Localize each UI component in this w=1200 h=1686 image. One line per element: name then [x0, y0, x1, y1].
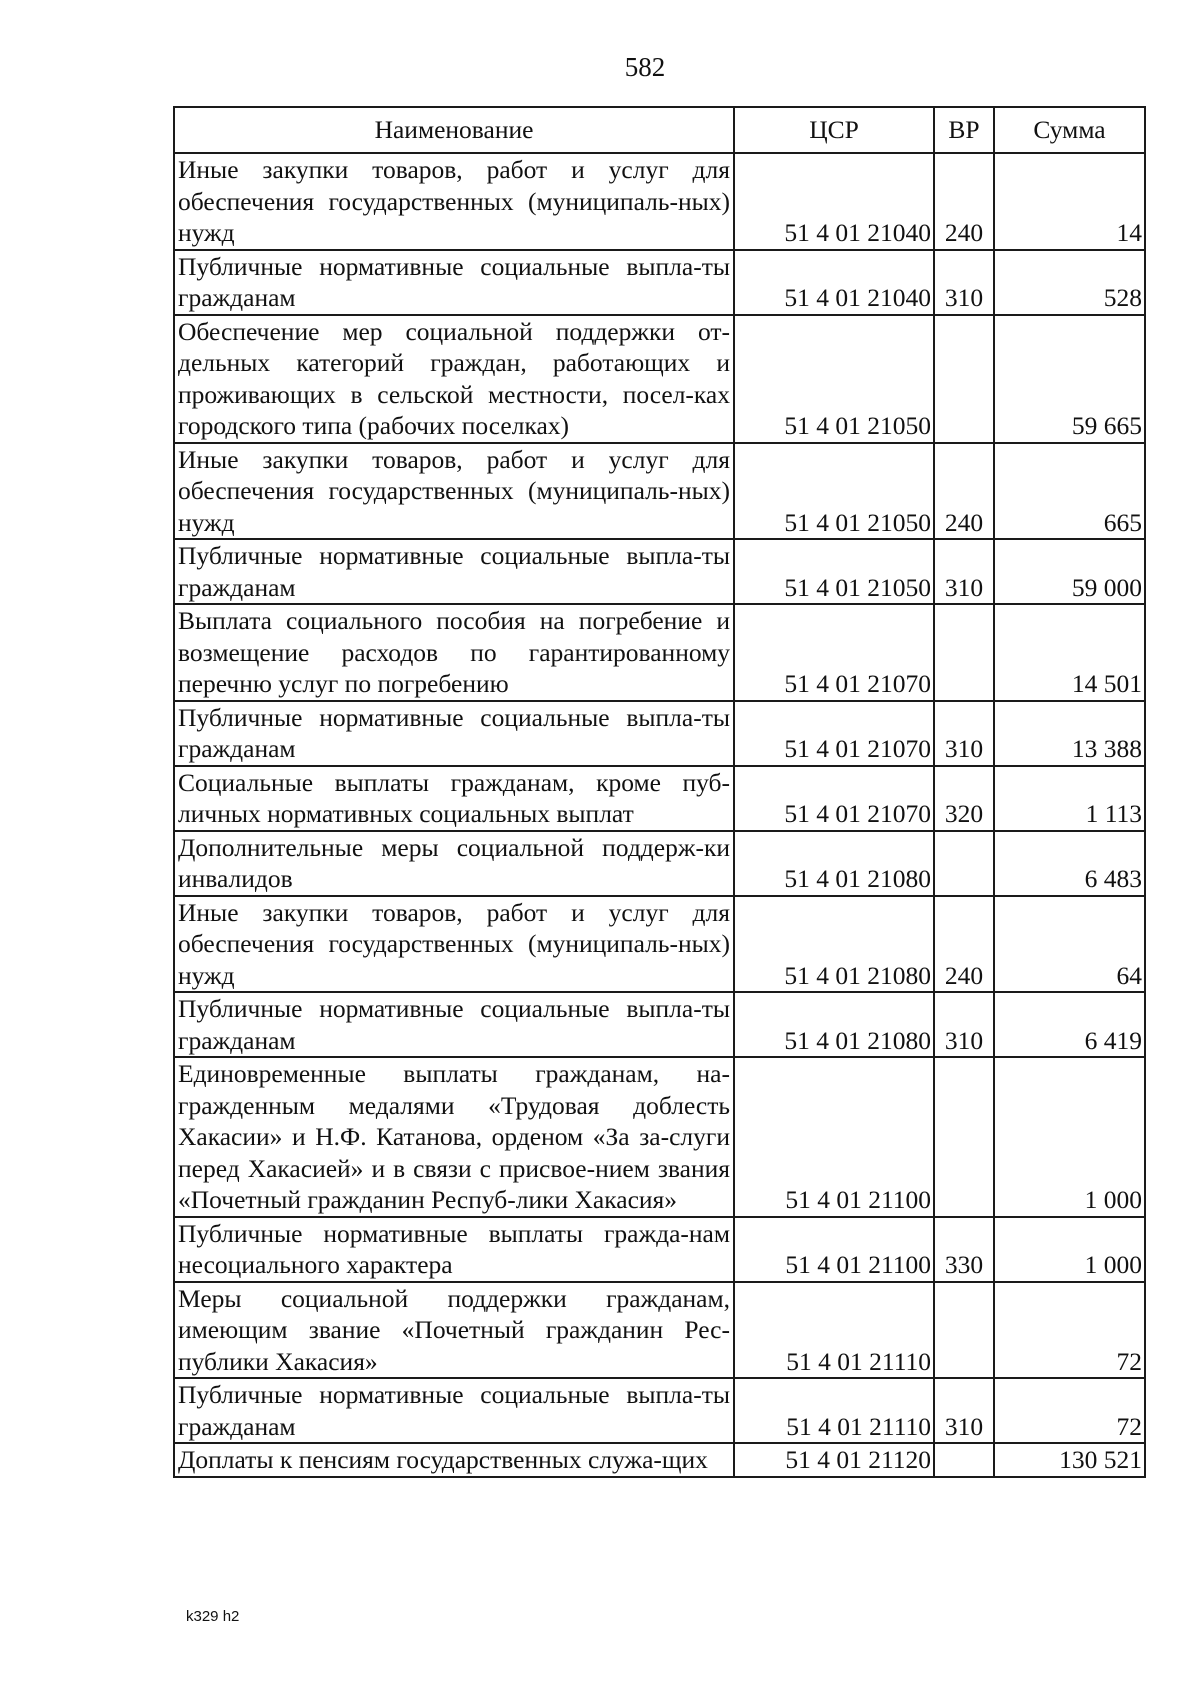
row-vr: 310	[934, 539, 994, 604]
table-header	[174, 107, 1145, 153]
row-csr: 51 4 01 21050	[734, 443, 934, 540]
table-row	[174, 1443, 1145, 1477]
row-csr: 51 4 01 21110	[734, 1378, 934, 1443]
row-csr: 51 4 01 21050	[734, 315, 934, 443]
row-csr: 51 4 01 21070	[734, 701, 934, 766]
row-name: Иные закупки товаров, работ и услуг для обеспечения государственных (муниципаль-ных) нужд	[174, 896, 734, 993]
row-name: Доплаты к пенсиям государственных служа-щих	[174, 1443, 734, 1477]
row-vr: 310	[934, 701, 994, 766]
table-row	[174, 896, 1145, 993]
row-vr: 310	[934, 1378, 994, 1443]
table-row	[174, 701, 1145, 766]
row-name: Меры социальной поддержки гражданам, имеющим звание «Почетный гражданин Рес-публики Хакасия»	[174, 1282, 734, 1379]
table-row	[174, 831, 1145, 896]
header-sum: Сумма	[994, 107, 1145, 153]
row-sum: 59 000	[994, 539, 1145, 604]
row-vr: 330	[934, 1217, 994, 1282]
table-row	[174, 1057, 1145, 1217]
document-code: k329 h2	[186, 1608, 240, 1625]
row-csr: 51 4 01 21070	[734, 766, 934, 831]
row-sum: 665	[994, 443, 1145, 540]
row-sum: 6 483	[994, 831, 1145, 896]
row-sum: 130 521	[994, 1443, 1145, 1477]
row-csr: 51 4 01 21050	[734, 539, 934, 604]
table-row	[174, 250, 1145, 315]
row-name: Дополнительные меры социальной поддерж-ки инвалидов	[174, 831, 734, 896]
row-vr	[934, 1282, 994, 1379]
row-sum: 59 665	[994, 315, 1145, 443]
table-row	[174, 766, 1145, 831]
row-csr: 51 4 01 21040	[734, 250, 934, 315]
table-row	[174, 1217, 1145, 1282]
row-vr: 310	[934, 250, 994, 315]
row-sum: 1 000	[994, 1217, 1145, 1282]
row-csr: 51 4 01 21080	[734, 896, 934, 993]
row-vr: 320	[934, 766, 994, 831]
table-row	[174, 153, 1145, 250]
row-sum: 1 000	[994, 1057, 1145, 1217]
row-sum: 64	[994, 896, 1145, 993]
row-vr	[934, 315, 994, 443]
row-name: Публичные нормативные социальные выпла-ты гражданам	[174, 1378, 734, 1443]
row-csr: 51 4 01 21110	[734, 1282, 934, 1379]
header-csr: ЦСР	[734, 107, 934, 153]
row-vr: 240	[934, 443, 994, 540]
row-csr: 51 4 01 21100	[734, 1217, 934, 1282]
header-vr: ВР	[934, 107, 994, 153]
row-name: Публичные нормативные социальные выпла-ты гражданам	[174, 250, 734, 315]
row-vr	[934, 1057, 994, 1217]
row-sum: 1 113	[994, 766, 1145, 831]
row-name: Обеспечение мер социальной поддержки от-дельных категорий граждан, работающих и проживающих в сельской местности, посел-ках городского типа (рабочих поселках)	[174, 315, 734, 443]
row-name: Публичные нормативные социальные выпла-ты гражданам	[174, 992, 734, 1057]
row-csr: 51 4 01 21100	[734, 1057, 934, 1217]
row-sum: 72	[994, 1378, 1145, 1443]
row-csr: 51 4 01 21070	[734, 604, 934, 701]
row-sum: 6 419	[994, 992, 1145, 1057]
row-vr: 240	[934, 153, 994, 250]
row-sum: 72	[994, 1282, 1145, 1379]
row-vr: 240	[934, 896, 994, 993]
row-csr: 51 4 01 21040	[734, 153, 934, 250]
row-name: Иные закупки товаров, работ и услуг для обеспечения государственных (муниципаль-ных) нужд	[174, 443, 734, 540]
row-name: Выплата социального пособия на погребение и возмещение расходов по гарантированному перечню услуг по погребению	[174, 604, 734, 701]
row-vr	[934, 1443, 994, 1477]
header-name: Наименование	[174, 107, 734, 153]
table-row	[174, 1282, 1145, 1379]
row-csr: 51 4 01 21080	[734, 831, 934, 896]
page-number: 582	[624, 52, 666, 82]
row-csr: 51 4 01 21120	[734, 1443, 934, 1477]
row-name: Иные закупки товаров, работ и услуг для обеспечения государственных (муниципаль-ных) нужд	[174, 153, 734, 250]
row-csr: 51 4 01 21080	[734, 992, 934, 1057]
row-name: Публичные нормативные социальные выпла-ты гражданам	[174, 539, 734, 604]
row-sum: 528	[994, 250, 1145, 315]
table-row	[174, 539, 1145, 604]
table-body	[174, 153, 1145, 1477]
row-vr	[934, 604, 994, 701]
row-name: Единовременные выплаты гражданам, на-гражденным медалями «Трудовая доблесть Хакасии» и Н.Ф. Катанова, орденом «За за-слуги перед Хакасией» и в связи с присвое-нием звания «Почетный гражданин Респуб-лики Хакасия»	[174, 1057, 734, 1217]
row-name: Публичные нормативные выплаты гражда-нам несоциального характера	[174, 1217, 734, 1282]
table-row	[174, 604, 1145, 701]
row-name: Публичные нормативные социальные выпла-ты гражданам	[174, 701, 734, 766]
row-vr	[934, 831, 994, 896]
row-sum: 14 501	[994, 604, 1145, 701]
row-sum: 14	[994, 153, 1145, 250]
row-vr: 310	[934, 992, 994, 1057]
row-sum: 13 388	[994, 701, 1145, 766]
row-name: Социальные выплаты гражданам, кроме пуб-личных нормативных социальных выплат	[174, 766, 734, 831]
table-row	[174, 315, 1145, 443]
table-row	[174, 1378, 1145, 1443]
budget-table	[173, 106, 1146, 1478]
table-row	[174, 992, 1145, 1057]
header-row	[174, 107, 1145, 153]
table-row	[174, 443, 1145, 540]
